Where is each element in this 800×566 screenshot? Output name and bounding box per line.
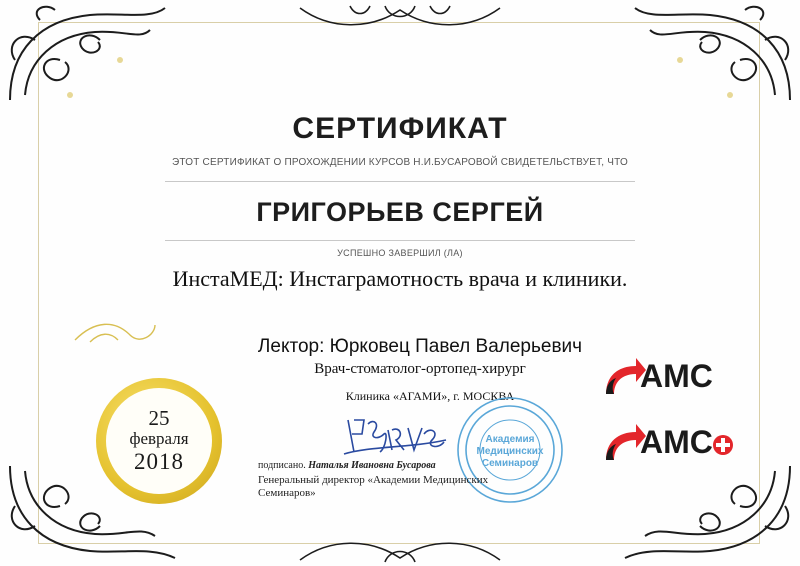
amc-plus-logo: [600, 418, 750, 468]
top-center-ornament: [290, 0, 510, 40]
stamp-line2: Медицинских: [476, 446, 544, 457]
seal-year: 2018: [134, 449, 184, 474]
certificate-title: СЕРТИФИКАТ: [292, 112, 508, 145]
amc-plus-logo-text: АМС: [640, 424, 713, 460]
date-seal: [96, 378, 222, 504]
bottom-right-ornament: [620, 456, 800, 566]
director-title: [258, 474, 548, 500]
bottom-center-ornament: [290, 530, 510, 566]
amc-logo: [600, 352, 730, 402]
top-left-ornament: [0, 0, 170, 110]
top-right-ornament: [630, 0, 800, 110]
amc-plus-icon: [712, 434, 734, 456]
subtitle-underline: [165, 181, 635, 182]
left-side-ornament: [70, 310, 160, 350]
name-underline: [165, 240, 635, 241]
course-name: ИнстаМЕД: Инстаграмотность врача и клиники.: [172, 266, 628, 291]
completed-label: УСПЕШНО ЗАВЕРШИЛ (ЛА): [337, 248, 463, 258]
signed-label: подписано.: [258, 460, 306, 471]
lecturer-line: Лектор: Юрковец Павел Валерьевич: [257, 336, 583, 357]
director-title-line1: Генеральный директор «Академии Медицинских: [258, 474, 489, 486]
certificate-subtitle: ЭТОТ СЕРТИФИКАТ О ПРОХОЖДЕНИИ КУРСОВ Н.И.БУСАРОВОЙ СВИДЕТЕЛЬСТВУЕТ, ЧТО: [172, 157, 628, 168]
stamp-line1: Академия: [485, 434, 535, 445]
lecturer-clinic: Клиника «АГАМИ», г. МОСКВА: [345, 389, 515, 403]
seal-day: 25: [148, 406, 170, 430]
amc-logo-text: АМС: [640, 358, 713, 394]
recipient-name: ГРИГОРЬЕВ СЕРГЕЙ: [256, 197, 544, 227]
stamp-line3: Семинаров: [481, 458, 539, 469]
lecturer-profession: Врач-стоматолог-ортопед-хирург: [314, 361, 526, 377]
handwritten-signature: [340, 410, 450, 460]
date-seal-inner: [106, 388, 212, 494]
director-title-line2: Семинаров»: [258, 487, 316, 499]
signer-name: Наталья Ивановна Бусарова: [308, 460, 436, 471]
seal-month: февраля: [129, 429, 189, 448]
signed-line: [258, 460, 436, 471]
